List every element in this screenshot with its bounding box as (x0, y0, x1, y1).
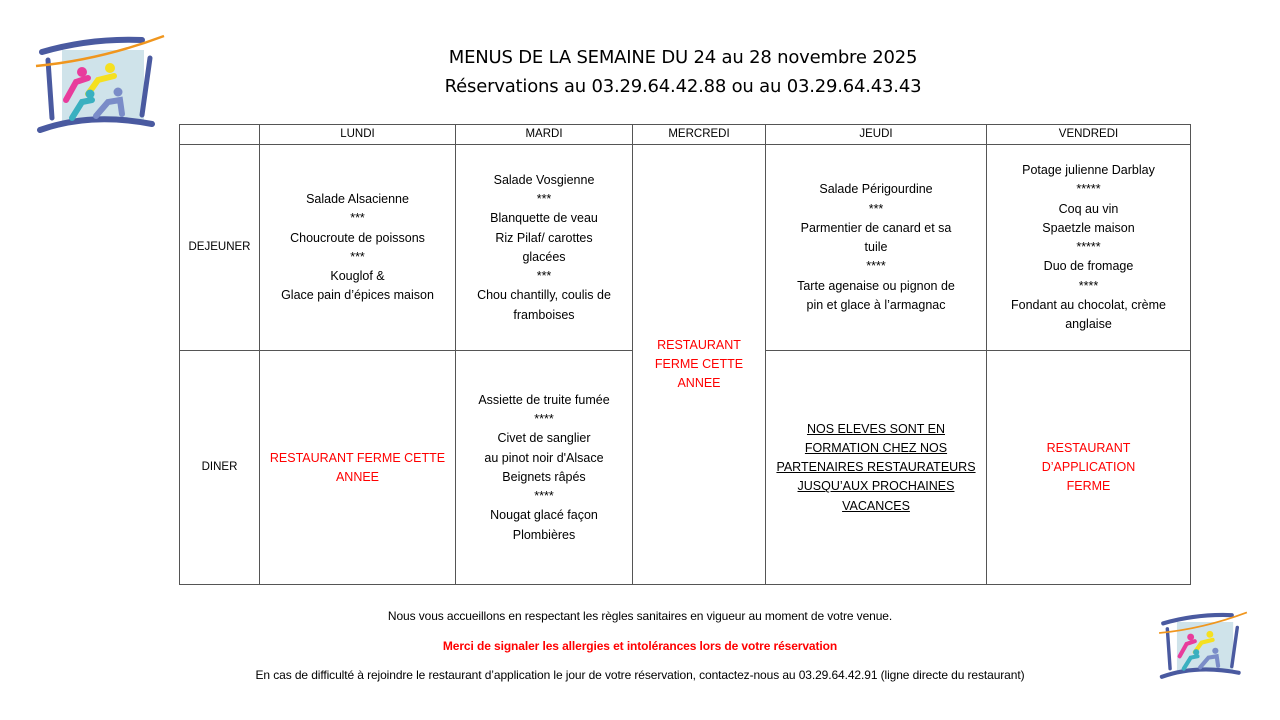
menu-line: Assiette de truite fumée (478, 392, 610, 407)
header-day-vendredi: VENDREDI (987, 125, 1191, 145)
menu-line: ANNEE (677, 376, 721, 391)
menu-line: Spaetzle maison (1042, 220, 1135, 235)
menu-line: Fondant au chocolat, crème (1011, 298, 1166, 313)
menu-line: Blanquette de veau (490, 211, 598, 226)
header-day-jeudi: JEUDI (766, 125, 987, 145)
cell-dejeuner-mardi (456, 145, 633, 351)
menu-line: Salade Périgourdine (819, 182, 933, 197)
menu-line: PARTENAIRES RESTAURATEURS (776, 460, 976, 475)
menu-line: **** (534, 411, 554, 426)
menu-line: *** (536, 191, 552, 206)
menu-line: Salade Vosgienne (493, 172, 595, 187)
menu-line: Riz Pilaf/ carottes (495, 230, 593, 245)
menu-line: RESTAURANT (657, 337, 741, 352)
menu-line: Tarte agenaise ou pignon de (797, 278, 955, 293)
school-logo-icon (30, 30, 170, 140)
menu-line: FERME CETTE (654, 357, 744, 372)
cell-diner-jeudi-notice (766, 351, 987, 585)
sanitary-rules-note: Nous vous accueillons en respectant les règles sanitaires en vigueur au moment de votre venue. (387, 609, 893, 623)
menu-line: Coq au vin (1058, 201, 1119, 216)
menu-line: **** (866, 259, 886, 274)
menu-line: VACANCES (842, 498, 910, 513)
cell-dejeuner-lundi (260, 145, 456, 351)
cell-mercredi-closed (633, 145, 766, 585)
menu-line: ANNEE (335, 469, 380, 484)
menu-line: Beignets râpés (502, 469, 586, 484)
school-logo-icon (1155, 605, 1251, 687)
menu-line: au pinot noir d'Alsace (484, 450, 604, 465)
menu-line: Salade Alsacienne (306, 191, 409, 206)
cell-dejeuner-jeudi (766, 145, 987, 351)
header-day-mardi: MARDI (456, 125, 633, 145)
table-header-row (180, 125, 1191, 145)
row-label-dejeuner: DEJEUNER (180, 145, 260, 351)
menu-line: Parmentier de canard et sa (800, 220, 952, 235)
menu-title: MENUS DE LA SEMAINE DU 24 au 28 novembre 2025 (448, 47, 918, 68)
menu-line: Nougat glacé façon (490, 508, 598, 523)
menu-line: **** (534, 489, 554, 504)
menu-line: NOS ELEVES SONT EN (806, 421, 945, 436)
reservation-phone-line: Réservations au 03.29.64.42.88 ou au 03.29.64.43.43 (444, 76, 922, 97)
allergy-notice: Merci de signaler les allergies et intolérances lors de votre réservation (442, 639, 838, 653)
cell-diner-vendredi-closed (987, 351, 1191, 585)
header-day-mercredi: MERCREDI (633, 125, 766, 145)
menu-line: Choucroute de poissons (290, 230, 425, 245)
menu-line: RESTAURANT FERME CETTE (269, 450, 446, 465)
menu-line: Chou chantilly, coulis de (477, 288, 611, 303)
menu-line: FERME (1066, 479, 1111, 494)
menu-line: ***** (1076, 182, 1101, 197)
menu-line: **** (1078, 278, 1099, 293)
menu-line: Glace pain d’épices maison (281, 288, 434, 303)
menu-line: Potage julienne Darblay (1022, 162, 1155, 177)
menu-line: framboises (513, 307, 575, 322)
menu-line: pin et glace à l’armagnac (806, 298, 946, 313)
table-row-dejeuner (180, 145, 1191, 351)
menu-line: *** (536, 269, 552, 284)
menu-line: *** (868, 201, 884, 216)
cell-dejeuner-vendredi (987, 145, 1191, 351)
menu-line: *** (350, 211, 365, 226)
header-empty-cell (180, 125, 260, 145)
weekly-menu-table (179, 124, 1191, 585)
contact-restaurant-note: En cas de difficulté à rejoindre le restaurant d’application le jour de votre réservation, contactez-nous au 03.29.64.42.91 (ligne directe du restaurant) (255, 668, 1025, 682)
menu-line: Kouglof & (330, 269, 385, 284)
cell-diner-mardi (456, 351, 633, 585)
menu-line: RESTAURANT (1046, 440, 1131, 455)
header-day-lundi: LUNDI (260, 125, 456, 145)
menu-line: ***** (1076, 240, 1101, 255)
menu-line: FORMATION CHEZ NOS (804, 440, 948, 455)
menu-line: tuile (864, 240, 888, 255)
menu-line: anglaise (1065, 317, 1112, 332)
menu-line: glacées (522, 249, 566, 264)
menu-line: Duo de fromage (1043, 259, 1134, 274)
row-label-diner: DINER (180, 351, 260, 585)
menu-line: *** (350, 249, 365, 264)
menu-line: Civet de sanglier (497, 431, 591, 446)
menu-line: D’APPLICATION (1041, 460, 1136, 475)
menu-line: Plombières (512, 527, 576, 542)
menu-line: JUSQU’AUX PROCHAINES (797, 479, 955, 494)
cell-diner-lundi-closed (260, 351, 456, 585)
